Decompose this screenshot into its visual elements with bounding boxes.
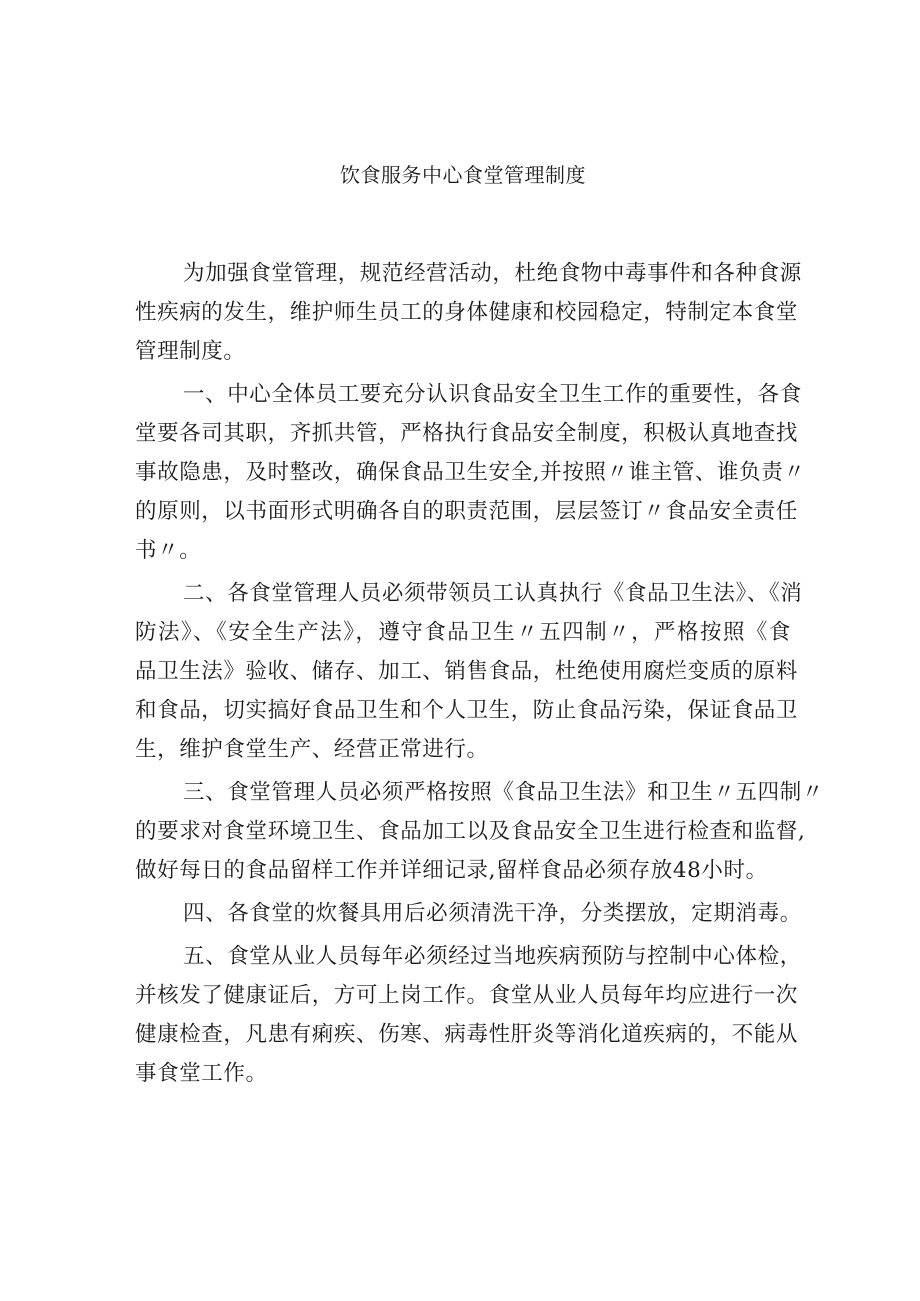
text-line: 事故隐患，及时整改，确保食品卫生安全,并按照〃谁主管、谁负责〃 [135, 460, 806, 485]
paragraph-section-3 [135, 773, 824, 890]
document-body [135, 254, 824, 1097]
text-line: 品卫生法》验收、储存、加工、销售食品，杜绝使用腐烂变质的原料 [135, 659, 799, 684]
text-line: 防法》、《安全生产法》，遵守食品卫生〃五四制〃，严格按照《食 [135, 620, 791, 645]
paragraph-intro [135, 254, 802, 371]
text-line: 二、各食堂管理人员必须带领员工认真执行《食品卫生法》、《消 [183, 581, 803, 606]
text-line: 健康检查，凡患有痢疾、伤寒、病毒性肝炎等消化道疾病的，不能从 [135, 1022, 799, 1047]
text-line: 四、各食堂的炊餐具用后必须清洗干净，分类摆放，定期消毒。 [183, 901, 802, 926]
text-line: 并核发了健康证后，方可上岗工作。食堂从业人员每年均应进行一次 [135, 983, 799, 1008]
text-line: 生，维护食堂生产、经营正常进行。 [135, 737, 489, 762]
text-line: 的原则，以书面形式明确各自的职责范围，层层签订〃食品安全责任 [135, 499, 799, 524]
text-line: 的要求对食堂环境卫生、食品加工以及食品安全卫生进行检查和监督, [135, 819, 806, 844]
text-line: 和食品，切实搞好食品卫生和个人卫生，防止食品污染，保证食品卫 [135, 698, 799, 723]
text-line: 三、食堂管理人员必须严格按照《食品卫生法》和卫生〃五四制〃 [183, 780, 824, 805]
text-line: 五、食堂从业人员每年必须经过当地疾病预防与控制中心体检， [183, 944, 802, 969]
paragraph-section-2 [135, 574, 803, 769]
text-line: 事食堂工作。 [135, 1061, 268, 1086]
text-line: 堂要各司其职，齐抓共管，严格执行食品安全制度，积极认真地查找 [135, 421, 799, 446]
text-line: 做好每日的食品留样工作并详细记录,留样食品必须存放48小时。 [135, 858, 768, 883]
paragraph-section-5 [135, 937, 802, 1093]
text-line: 为加强食堂管理，规范经营活动，杜绝食物中毒事件和各种食源 [183, 261, 802, 286]
text-line: 性疾病的发生，维护师生员工的身体健康和校园稳定，特制定本食堂 [135, 300, 799, 325]
document-title: 饮食服务中心食堂管理制度 [340, 163, 586, 187]
text-line: 一、中心全体员工要充分认识食品安全卫生工作的重要性，各食 [183, 382, 802, 407]
paragraph-section-4 [135, 894, 802, 933]
text-line: 书〃。 [135, 538, 202, 563]
paragraph-section-1 [135, 375, 806, 570]
text-line: 管理制度。 [135, 339, 246, 364]
